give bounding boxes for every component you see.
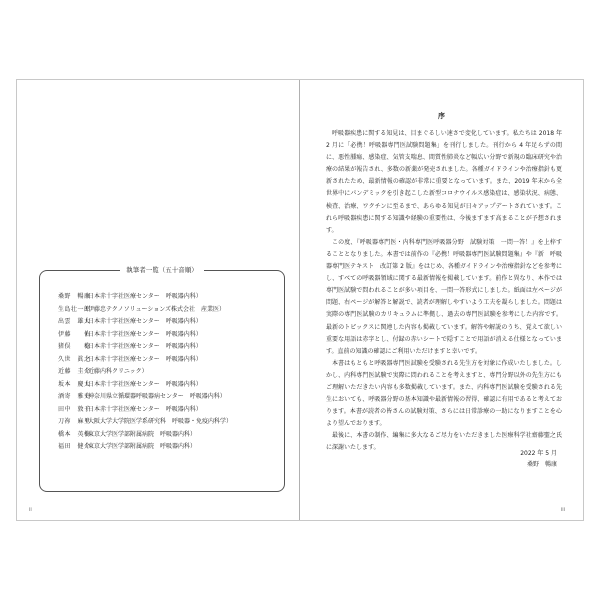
contributor-affiliation: （神奈川県立循環器呼吸器病センター 呼吸器内科） <box>82 393 226 400</box>
signature-name: 桑野 暢康 <box>526 461 557 468</box>
contributor-name: 伊藤 佑 <box>58 330 91 338</box>
contributor-row <box>58 379 278 392</box>
contributor-name: 生島壮一郎 <box>58 305 91 313</box>
contributor-row <box>58 404 278 417</box>
contributor-affiliation: （日本赤十字社医療センター 呼吸器内科） <box>82 318 202 325</box>
contributor-affiliation: （大阪大学大学院医学系研究科 呼吸器・免疫内科学） <box>82 418 233 425</box>
signature-date: 2022 年 5 月 <box>520 450 557 457</box>
contributor-affiliation: （東京大学医学部附属病院 呼吸器内科） <box>82 430 197 438</box>
preface-heading: 序 <box>438 112 445 120</box>
contributor-name: 橋本 英樹 <box>58 430 91 438</box>
preface-body <box>326 128 562 455</box>
contributor-name: 猪俣 稔 <box>58 343 91 350</box>
preface-paragraph: 本書はもともと呼吸器専門医試験を受験される先生方を対象に作成いたしました。しかし、内科専門医試験で実際に問われることを考えますと、専門分野以外の先生方にもご理解いただきたい内容も多数掲載しています。また、内科専門医試験を受験される先生においても、呼吸器分野の基本知識や最新情報の習得、確認に有用であると考えております。本書が読者の皆さんの試験対策、さらには日常診療の一助になりますことを心より望んでおります。 <box>326 359 562 428</box>
book-spread <box>17 80 583 520</box>
contributor-row <box>58 416 278 429</box>
signature <box>520 448 557 470</box>
contributor-name: 福田 健介 <box>58 443 91 450</box>
contributor-affiliation: （近藤内科クリニック） <box>82 368 148 375</box>
contributor-name: 田中 敦子 <box>58 405 91 413</box>
contributors-box <box>39 266 285 492</box>
contributor-affiliation: （日本赤十字社医療センター 呼吸器内科） <box>82 405 202 413</box>
preface-paragraph: 呼吸器疾患に関する知見は、目まぐるしい速さで変化しています。私たちは 2018 年 2 月に「必携！呼吸器専門医試験問題集」を刊行しました。刊行から 4 年足らずの間に、悪性腫瘍、感染症、気管支喘息、間質性肺炎など幅広い分野で新規の臨床研究や治療の結果が報告され、多数の新薬が発売されました。各種ガイドラインや治療指針も更新されたため、最新情報の確認が非常に重要となっています。また、2019 年末から全世界中にパンデミックを引き起こした新型コロナウイルス感染症は、感染状況、病態、検査、治療、ワクチンに至るまで、あらゆる知見が日々アップデートされています。これら呼吸器疾患に関する知識や経験の重要性は、今後ますます高まることが予想されます。 <box>326 130 562 234</box>
contributor-row <box>58 429 278 442</box>
contributor-name: 久世 眞之 <box>58 355 91 363</box>
page-number-right: iii <box>560 507 565 513</box>
contributors-title: 執筆者一覧（五十音順） <box>40 264 284 276</box>
contributors-list <box>58 291 278 454</box>
contributor-row <box>58 354 278 367</box>
page-number-left: ii <box>29 507 32 513</box>
contributor-name: 酒寄 雅史 <box>58 393 91 400</box>
contributor-affiliation: （日本赤十字社医療センター 呼吸器内科） <box>82 380 202 388</box>
contributor-row <box>58 391 278 404</box>
contributor-row <box>58 441 278 454</box>
contributor-affiliation: （日本赤十字社医療センター 呼吸器内科） <box>82 355 202 363</box>
contributor-row <box>58 366 278 379</box>
contributor-row <box>58 341 278 354</box>
contributor-name: 坂本 慶太 <box>58 380 91 388</box>
right-page <box>300 80 583 520</box>
contributor-name: 近藤 圭介 <box>58 368 91 375</box>
contributor-name: 桑野 暢康 <box>58 293 91 300</box>
contributor-row <box>58 304 278 317</box>
contributor-affiliation: （日本赤十字社医療センター 呼吸器内科） <box>82 330 202 338</box>
contributor-name: 刀祢 麻里 <box>58 418 91 425</box>
preface-paragraph: 最後に、本書の制作、編集に多大なるご尽力をいただきました医療科学社齋藤聖之氏に深謝いたします。 <box>326 432 562 452</box>
contributor-affiliation: （日本赤十字社医療センター 呼吸器内科） <box>82 293 202 300</box>
contributor-row <box>58 291 278 304</box>
contributor-name: 出雲 雄大 <box>58 318 91 325</box>
preface-paragraph: この度、『呼吸器専門医・内科専門医呼吸器分野 試験対策 一問一答！』を上梓することとなりました。本書では前作の『必携！呼吸器専門医試験問題集』や『新 呼吸器専門医テキスト 改訂第 2 版』をはじめ、各種ガイドラインや治療指針などを参考にし、すべての呼吸器領域に関する最新情報を掲載しています。前作と異なり、本作では専門医試験で問われることが多い項目を、一問一答形式にしました。紙面は左ページが問題、右ページが解答と解説で、読者が理解しやすいよう工夫を凝らしました。問題は実際の専門医試験のカリキュラムに準拠し、過去の専門医試験を参考にした内容です。最新のトピックスに関連した内容も掲載しています。解答や解説のうち、覚えて欲しい重要な用語は赤字とし、付録の赤いシートで隠すことで用語が消える仕様となっています。直前の知識の確認にご利用いただけますと幸いです。 <box>326 238 562 355</box>
contributor-affiliation: （日本赤十字社医療センター 呼吸器内科） <box>82 343 202 350</box>
contributor-row <box>58 316 278 329</box>
contributor-affiliation: （伊藤忠テクノソリューションズ株式会社 産業医） <box>82 305 226 313</box>
contributor-row <box>58 329 278 342</box>
contributor-affiliation: （東京大学医学部附属病院 呼吸器内科） <box>82 443 197 450</box>
left-page <box>17 80 300 520</box>
